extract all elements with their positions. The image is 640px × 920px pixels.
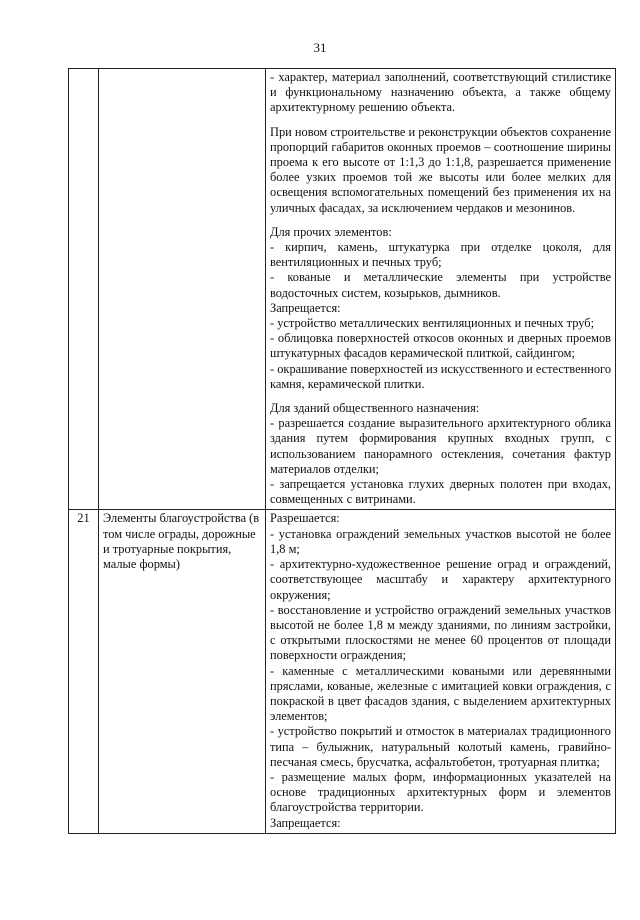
requirement-paragraph: - разрешается создание выразительного архитектурного облика здания путем формирования крупных входных групп, с использованием панорамного остекления, сочетания фактур материалов отделки; [270, 416, 611, 476]
element-name [99, 69, 266, 510]
requirement-paragraph: - устройство покрытий и отмосток в материалах традиционного типа – булыжник, натуральный колотый камень, гравийно-песчаная смесь, брусчатка, асфальтобетон, тротуарная плитка; [270, 724, 611, 769]
page-number: 31 [313, 40, 327, 55]
requirement-paragraph: - архитектурно-художественное решение оград и ограждений, соответствующее масштабу и характеру архитектурного окружения; [270, 557, 611, 602]
requirements-cell [266, 69, 616, 510]
regulations-table [68, 68, 616, 834]
requirement-paragraph: Для зданий общественного назначения: [270, 401, 480, 416]
requirement-paragraph: - устройство металлических вентиляционных и печных труб; [270, 316, 595, 331]
requirement-paragraph: - кованые и металлические элементы при устройстве водосточных систем, козырьков, дымников. [270, 270, 611, 300]
requirement-paragraph: - каменные с металлическими коваными или деревянными пряслами, кованые, железные с имитацией ковки ограждения, с покраской в цвет фасадов здания, с выделением архитектурных элементов; [270, 663, 611, 724]
requirement-paragraph: - восстановление и устройство ограждений земельных участков высотой не более 1,8 м между зданиями, по линиям застройки, с открытыми плоскостями не менее 60 процентов от площади поверхности ограждения; [270, 602, 611, 663]
requirement-paragraph: Запрещается: [270, 815, 341, 830]
row-number [69, 69, 99, 510]
requirement-paragraph: Для прочих элементов: [270, 224, 392, 239]
table-row [69, 69, 616, 510]
requirements-cell [266, 510, 616, 833]
requirement-paragraph: - установка ограждений земельных участков высотой не более 1,8 м; [270, 526, 611, 556]
requirement-paragraph: - размещение малых форм, информационных указателей на основе традиционных архитектурных форм и элементов благоустройства территории. [270, 769, 611, 815]
requirement-paragraph: Разрешается: [270, 511, 340, 526]
element-name: Элементы благоустройства (в том числе ограды, дорожные и тротуарные покрытия, малые формы) [99, 510, 266, 833]
table-row [69, 510, 616, 833]
requirement-paragraph: - запрещается установка глухих дверных полотен при входах, совмещенных с витринами. [270, 477, 611, 507]
requirement-paragraph: Запрещается: [270, 300, 341, 315]
row-number: 21 [69, 510, 99, 833]
requirement-paragraph: - кирпич, камень, штукатурка при отделке цоколя, для вентиляционных и печных труб; [270, 240, 611, 270]
requirement-paragraph: - характер, материал заполнений, соответствующий стилистике и функциональному назначению объекта, а также общему архитектурному решению объекта. [270, 70, 611, 115]
requirement-paragraph: - окрашивание поверхностей из искусственного и естественного камня, керамической плитки. [270, 361, 612, 391]
requirement-paragraph: При новом строительстве и реконструкции объектов сохранение пропорций габаритов оконных проемов – соотношение ширины проема к его высоте от 1:1,3 до 1:1,8, разрешается применение более узких проемов той же высоты или более мелких для освещения вспомогательных помещений без применения их на уличных фасадах, за исключением чердаков и мезонинов. [270, 124, 611, 215]
requirement-paragraph: - облицовка поверхностей откосов оконных и дверных проемов штукатурных фасадов керамической плиткой, сайдингом; [270, 331, 611, 361]
